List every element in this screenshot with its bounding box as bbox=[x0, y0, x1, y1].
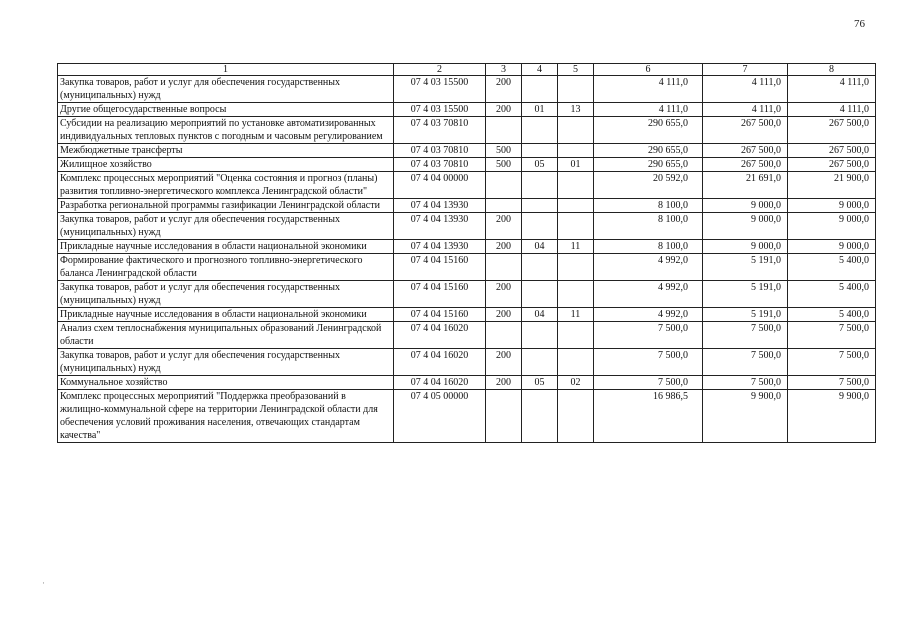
column-header: 2 bbox=[394, 64, 486, 76]
table-row bbox=[58, 103, 876, 117]
cell-type: 500 bbox=[486, 144, 522, 158]
table-row bbox=[58, 308, 876, 322]
cell-value-col6: 7 500,0 bbox=[594, 322, 703, 349]
table-row bbox=[58, 158, 876, 172]
cell-value-col6: 8 100,0 bbox=[594, 199, 703, 213]
cell-value-col7: 21 691,0 bbox=[703, 172, 788, 199]
cell-value-col7: 7 500,0 bbox=[703, 376, 788, 390]
cell-value-col6: 16 986,5 bbox=[594, 390, 703, 443]
cell-value-col7: 9 000,0 bbox=[703, 199, 788, 213]
cell-value-col7: 9 900,0 bbox=[703, 390, 788, 443]
cell-section: 01 bbox=[522, 103, 558, 117]
cell-name: Закупка товаров, работ и услуг для обеспечения государственных (муниципальных) нужд bbox=[58, 76, 394, 103]
cell-code: 07 4 04 15160 bbox=[394, 281, 486, 308]
cell-section bbox=[522, 349, 558, 376]
cell-name: Коммунальное хозяйство bbox=[58, 376, 394, 390]
column-header: 3 bbox=[486, 64, 522, 76]
cell-name: Закупка товаров, работ и услуг для обеспечения государственных (муниципальных) нужд bbox=[58, 281, 394, 308]
cell-type bbox=[486, 172, 522, 199]
cell-code: 07 4 04 13930 bbox=[394, 240, 486, 254]
cell-name: Комплекс процессных мероприятий "Оценка состояния и прогноз (планы) развития топливно-энергетического комплекса Ленинградской области" bbox=[58, 172, 394, 199]
cell-value-col8: 5 400,0 bbox=[788, 254, 876, 281]
cell-name: Закупка товаров, работ и услуг для обеспечения государственных (муниципальных) нужд bbox=[58, 213, 394, 240]
table-row bbox=[58, 76, 876, 103]
cell-subsection bbox=[558, 144, 594, 158]
cell-value-col6: 290 655,0 bbox=[594, 117, 703, 144]
cell-section bbox=[522, 144, 558, 158]
table-row bbox=[58, 254, 876, 281]
cell-section bbox=[522, 117, 558, 144]
cell-name: Разработка региональной программы газификации Ленинградской области bbox=[58, 199, 394, 213]
cell-value-col6: 290 655,0 bbox=[594, 158, 703, 172]
column-header: 5 bbox=[558, 64, 594, 76]
cell-value-col8: 9 000,0 bbox=[788, 213, 876, 240]
cell-code: 07 4 04 16020 bbox=[394, 376, 486, 390]
cell-section: 05 bbox=[522, 376, 558, 390]
cell-value-col8: 5 400,0 bbox=[788, 281, 876, 308]
table-row bbox=[58, 281, 876, 308]
cell-name: Другие общегосударственные вопросы bbox=[58, 103, 394, 117]
cell-name: Прикладные научные исследования в области национальной экономики bbox=[58, 308, 394, 322]
column-header: 4 bbox=[522, 64, 558, 76]
cell-code: 07 4 03 70810 bbox=[394, 117, 486, 144]
cell-subsection bbox=[558, 254, 594, 281]
cell-name: Прикладные научные исследования в области национальной экономики bbox=[58, 240, 394, 254]
table-row bbox=[58, 376, 876, 390]
cell-value-col8: 267 500,0 bbox=[788, 158, 876, 172]
cell-section: 04 bbox=[522, 240, 558, 254]
cell-code: 07 4 04 16020 bbox=[394, 349, 486, 376]
table-row bbox=[58, 390, 876, 443]
cell-value-col7: 267 500,0 bbox=[703, 117, 788, 144]
cell-value-col6: 290 655,0 bbox=[594, 144, 703, 158]
cell-value-col7: 9 000,0 bbox=[703, 213, 788, 240]
cell-type bbox=[486, 199, 522, 213]
cell-name: Субсидии на реализацию мероприятий по установке автоматизированных индивидуальных тепловых пунктов с погодным и часовым регулированием bbox=[58, 117, 394, 144]
cell-name: Анализ схем теплоснабжения муниципальных образований Ленинградской области bbox=[58, 322, 394, 349]
cell-subsection: 11 bbox=[558, 308, 594, 322]
cell-type: 200 bbox=[486, 213, 522, 240]
cell-section bbox=[522, 213, 558, 240]
cell-value-col7: 4 111,0 bbox=[703, 76, 788, 103]
cell-code: 07 4 04 00000 bbox=[394, 172, 486, 199]
cell-value-col8: 4 111,0 bbox=[788, 103, 876, 117]
cell-type: 200 bbox=[486, 376, 522, 390]
cell-subsection: 13 bbox=[558, 103, 594, 117]
page-number: 76 bbox=[854, 18, 865, 30]
cell-value-col6: 8 100,0 bbox=[594, 240, 703, 254]
cell-value-col8: 9 000,0 bbox=[788, 240, 876, 254]
cell-subsection bbox=[558, 199, 594, 213]
cell-type bbox=[486, 254, 522, 281]
cell-type: 200 bbox=[486, 76, 522, 103]
scan-mark: · bbox=[42, 578, 45, 588]
cell-value-col7: 5 191,0 bbox=[703, 308, 788, 322]
cell-section: 05 bbox=[522, 158, 558, 172]
cell-code: 07 4 04 13930 bbox=[394, 199, 486, 213]
cell-subsection bbox=[558, 172, 594, 199]
cell-value-col8: 9 000,0 bbox=[788, 199, 876, 213]
cell-type: 200 bbox=[486, 308, 522, 322]
cell-code: 07 4 04 15160 bbox=[394, 254, 486, 281]
table-row bbox=[58, 117, 876, 144]
table-row bbox=[58, 172, 876, 199]
cell-name: Жилищное хозяйство bbox=[58, 158, 394, 172]
cell-name: Комплекс процессных мероприятий "Поддержка преобразований в жилищно-коммунальной сфере на территории Ленинградской области для обеспечения условий проживания населения, отвечающих стандартам качества" bbox=[58, 390, 394, 443]
cell-subsection bbox=[558, 117, 594, 144]
cell-value-col7: 9 000,0 bbox=[703, 240, 788, 254]
cell-value-col6: 4 992,0 bbox=[594, 254, 703, 281]
cell-value-col7: 5 191,0 bbox=[703, 254, 788, 281]
cell-subsection bbox=[558, 322, 594, 349]
cell-section: 04 bbox=[522, 308, 558, 322]
cell-type bbox=[486, 390, 522, 443]
cell-name: Межбюджетные трансферты bbox=[58, 144, 394, 158]
cell-value-col8: 7 500,0 bbox=[788, 322, 876, 349]
cell-section bbox=[522, 76, 558, 103]
cell-value-col8: 4 111,0 bbox=[788, 76, 876, 103]
header-row bbox=[58, 64, 876, 76]
cell-value-col8: 267 500,0 bbox=[788, 144, 876, 158]
cell-subsection: 11 bbox=[558, 240, 594, 254]
cell-subsection bbox=[558, 349, 594, 376]
cell-section bbox=[522, 199, 558, 213]
cell-type bbox=[486, 117, 522, 144]
table-row bbox=[58, 213, 876, 240]
cell-subsection: 02 bbox=[558, 376, 594, 390]
cell-code: 07 4 04 16020 bbox=[394, 322, 486, 349]
column-header: 7 bbox=[703, 64, 788, 76]
cell-code: 07 4 03 15500 bbox=[394, 103, 486, 117]
table-row bbox=[58, 240, 876, 254]
cell-code: 07 4 04 15160 bbox=[394, 308, 486, 322]
cell-value-col7: 7 500,0 bbox=[703, 349, 788, 376]
cell-value-col8: 5 400,0 bbox=[788, 308, 876, 322]
cell-name: Закупка товаров, работ и услуг для обеспечения государственных (муниципальных) нужд bbox=[58, 349, 394, 376]
cell-code: 07 4 03 70810 bbox=[394, 158, 486, 172]
column-header: 6 bbox=[594, 64, 703, 76]
cell-section bbox=[522, 322, 558, 349]
cell-subsection bbox=[558, 213, 594, 240]
table-body bbox=[58, 76, 876, 443]
cell-code: 07 4 04 13930 bbox=[394, 213, 486, 240]
cell-value-col6: 8 100,0 bbox=[594, 213, 703, 240]
cell-value-col7: 267 500,0 bbox=[703, 158, 788, 172]
cell-value-col7: 7 500,0 bbox=[703, 322, 788, 349]
table-row bbox=[58, 322, 876, 349]
cell-subsection: 01 bbox=[558, 158, 594, 172]
table-row bbox=[58, 349, 876, 376]
cell-section bbox=[522, 172, 558, 199]
cell-value-col6: 20 592,0 bbox=[594, 172, 703, 199]
cell-value-col7: 267 500,0 bbox=[703, 144, 788, 158]
cell-code: 07 4 03 70810 bbox=[394, 144, 486, 158]
cell-value-col6: 4 111,0 bbox=[594, 103, 703, 117]
cell-value-col8: 7 500,0 bbox=[788, 376, 876, 390]
cell-value-col6: 4 111,0 bbox=[594, 76, 703, 103]
cell-code: 07 4 03 15500 bbox=[394, 76, 486, 103]
table-row bbox=[58, 144, 876, 158]
cell-code: 07 4 05 00000 bbox=[394, 390, 486, 443]
cell-section bbox=[522, 281, 558, 308]
cell-subsection bbox=[558, 281, 594, 308]
cell-subsection bbox=[558, 390, 594, 443]
column-header: 8 bbox=[788, 64, 876, 76]
cell-type: 200 bbox=[486, 240, 522, 254]
cell-value-col7: 4 111,0 bbox=[703, 103, 788, 117]
cell-type bbox=[486, 322, 522, 349]
cell-subsection bbox=[558, 76, 594, 103]
cell-value-col7: 5 191,0 bbox=[703, 281, 788, 308]
cell-section bbox=[522, 390, 558, 443]
column-header: 1 bbox=[58, 64, 394, 76]
cell-value-col6: 4 992,0 bbox=[594, 281, 703, 308]
cell-value-col6: 4 992,0 bbox=[594, 308, 703, 322]
cell-type: 200 bbox=[486, 103, 522, 117]
cell-type: 500 bbox=[486, 158, 522, 172]
cell-value-col8: 7 500,0 bbox=[788, 349, 876, 376]
cell-type: 200 bbox=[486, 281, 522, 308]
cell-value-col8: 21 900,0 bbox=[788, 172, 876, 199]
budget-table bbox=[57, 63, 876, 443]
table-row bbox=[58, 199, 876, 213]
cell-name: Формирование фактического и прогнозного топливно-энергетического баланса Ленинградской области bbox=[58, 254, 394, 281]
cell-section bbox=[522, 254, 558, 281]
budget-table-wrapper bbox=[57, 63, 876, 443]
cell-type: 200 bbox=[486, 349, 522, 376]
cell-value-col8: 9 900,0 bbox=[788, 390, 876, 443]
cell-value-col6: 7 500,0 bbox=[594, 376, 703, 390]
cell-value-col6: 7 500,0 bbox=[594, 349, 703, 376]
cell-value-col8: 267 500,0 bbox=[788, 117, 876, 144]
